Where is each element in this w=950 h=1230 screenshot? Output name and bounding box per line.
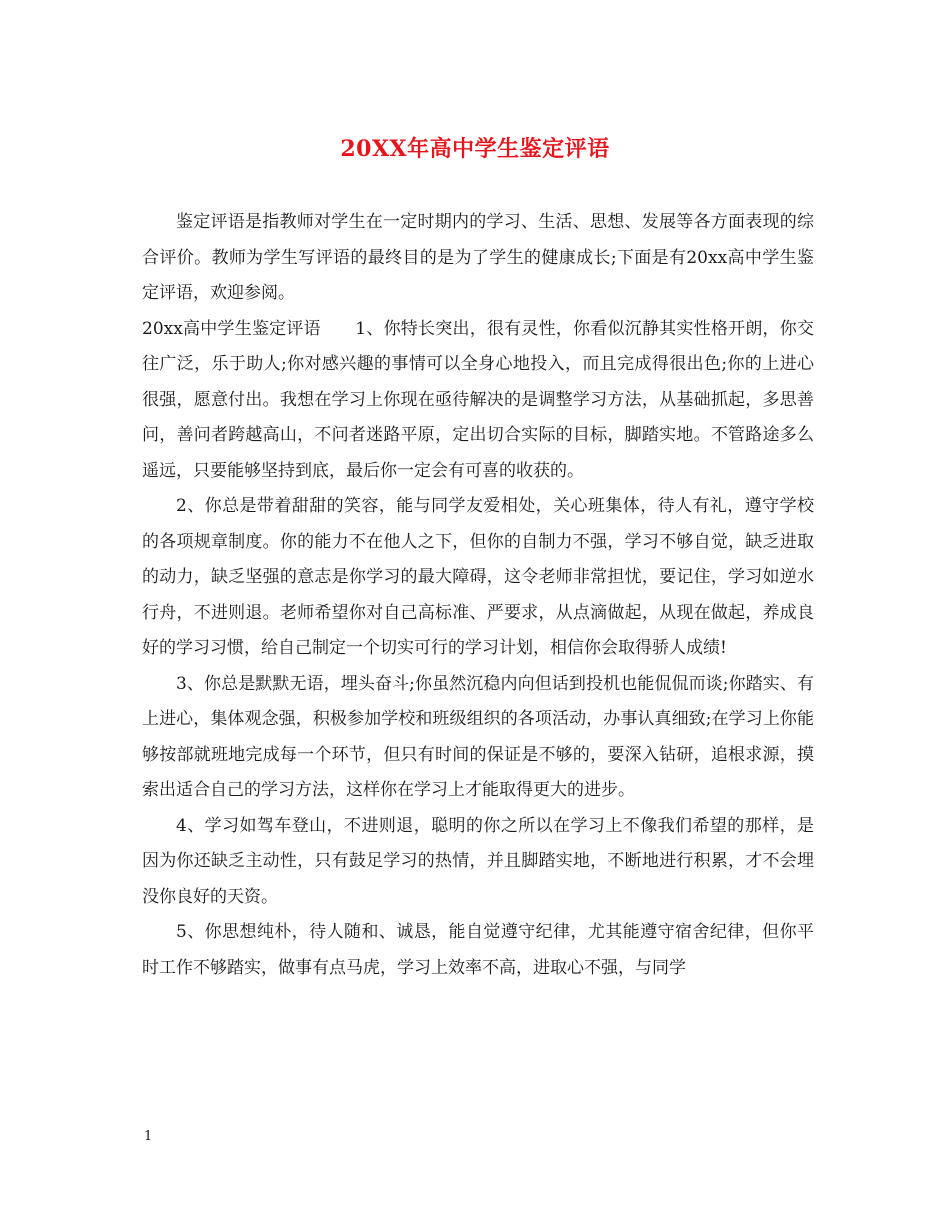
- page-number: 1: [144, 1129, 153, 1144]
- paragraph-comment-4: 4、学习如驾车登山，不进则退，聪明的你之所以在学习上不像我们希望的那样，是因为你还缺乏主动性，只有鼓足学习的热情，并且脚踏实地，不断地进行积累，才不会埋没你良好的天资。: [142, 815, 814, 907]
- document-title: 20XX年高中学生鉴定评语: [340, 136, 610, 162]
- document-body: [142, 205, 814, 986]
- paragraph-comment-5: 5、你思想纯朴，待人随和、诚恳，能自觉遵守纪律，尤其能遵守宿舍纪律，但你平时工作不够踏实，做事有点马虎，学习上效率不高，进取心不强，与同学: [142, 922, 814, 978]
- paragraph-comment-2: 2、你总是带着甜甜的笑容，能与同学友爱相处，关心班集体，待人有礼，遵守学校的各项规章制度。你的能力不在他人之下，但你的自制力不强，学习不够自觉，缺乏进取的动力，缺乏坚强的意志是你学习的最大障碍，这令老师非常担忧，要记住，学习如逆水行舟，不进则退。老师希望你对自己高标准、严要求，从点滴做起，从现在做起，养成良好的学习习惯，给自己制定一个切实可行的学习计划，相信你会取得骄人成绩!: [142, 496, 814, 658]
- paragraph-comment-1: 20xx高中学生鉴定评语 1、你特长突出，很有灵性，你看似沉静其实性格开朗，你交往广泛，乐于助人;你对感兴趣的事情可以全身心地投入，而且完成得很出色;你的上进心很强，愿意付出。我想在学习上你现在亟待解决的是调整学习方法，从基础抓起，多思善问，善问者跨越高山，不问者迷路平原，定出切合实际的目标，脚踏实地。不管路途多么遥远，只要能够坚持到底，最后你一定会有可喜的收获的。: [142, 318, 814, 481]
- paragraph-comment-3: 3、你总是默默无语，埋头奋斗;你虽然沉稳内向但话到投机也能侃侃而谈;你踏实、有上进心，集体观念强，积极参加学校和班级组织的各项活动，办事认真细致;在学习上你能够按部就班地完成每一个环节，但只有时间的保证是不够的，要深入钻研，追根求源，摸索出适合自己的学习方法，这样你在学习上才能取得更大的进步。: [142, 673, 814, 800]
- paragraph-intro: 鉴定评语是指教师对学生在一定时期内的学习、生活、思想、发展等各方面表现的综合评价。教师为学生写评语的最终目的是为了学生的健康成长;下面是有20xx高中学生鉴定评语，欢迎参阅。: [142, 212, 814, 303]
